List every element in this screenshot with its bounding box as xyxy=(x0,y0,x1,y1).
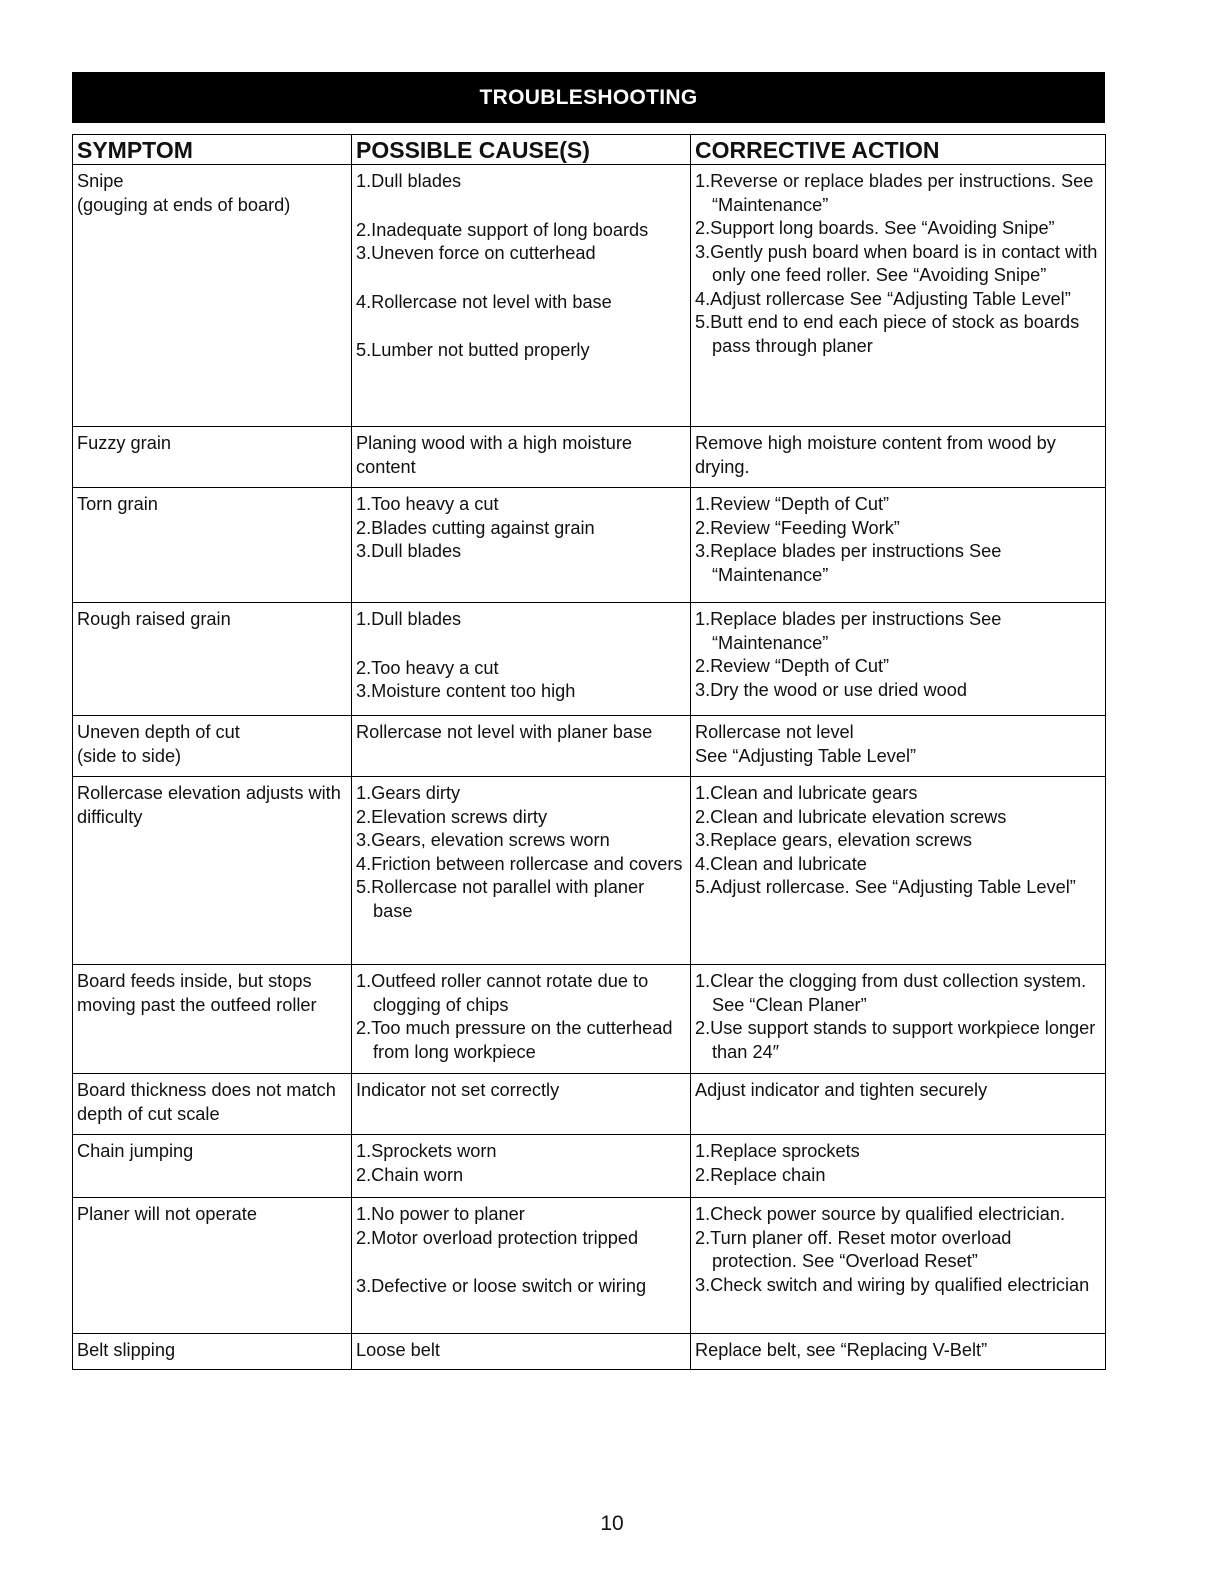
cause-item: 2.Elevation screws dirty xyxy=(356,806,548,827)
action-cell xyxy=(691,1334,1106,1370)
action-item: 1.Review “Depth of Cut” xyxy=(695,494,890,514)
symptom-text: (side to side) xyxy=(77,745,182,766)
action-item: Adjust indicator and tighten securely xyxy=(695,1080,988,1100)
action-item: 3.Gently push board when board is in contact with only one feed roller. See “Avoiding Snipe” xyxy=(695,241,1098,285)
symptom-text: Snipe xyxy=(77,171,124,191)
action-item: Rollercase not level xyxy=(695,722,854,742)
cause-item: 2.Blades cutting against grain xyxy=(356,517,595,538)
action-item: 5.Adjust rollercase. See “Adjusting Table Level” xyxy=(695,877,1076,897)
symptom-cell xyxy=(73,777,352,965)
table-row xyxy=(73,1334,1106,1370)
symptom-cell xyxy=(73,1334,352,1370)
action-cell xyxy=(691,965,1106,1074)
cause-cell xyxy=(352,1334,691,1370)
symptom-cell xyxy=(73,1074,352,1135)
cause-item: Indicator not set correctly xyxy=(356,1080,560,1100)
cause-item: 2.Too much pressure on the cutterhead from long workpiece xyxy=(356,1018,673,1062)
action-item: 5.Butt end to end each piece of stock as boards pass through planer xyxy=(695,312,1080,356)
symptom-text: Fuzzy grain xyxy=(77,433,172,453)
action-item: 2.Review “Depth of Cut” xyxy=(695,656,890,676)
table-row xyxy=(73,716,1106,777)
header-symptom: SYMPTOM xyxy=(73,135,352,165)
action-item: Replace belt, see “Replacing V-Belt” xyxy=(695,1340,988,1360)
action-cell xyxy=(691,488,1106,603)
action-item: 1.Replace sprockets xyxy=(695,1141,860,1161)
cause-cell xyxy=(352,1198,691,1334)
cause-item: Loose belt xyxy=(356,1340,440,1360)
cause-item: 3.Uneven force on cutterhead xyxy=(356,243,596,263)
cause-item: 1.Sprockets worn xyxy=(356,1141,497,1161)
action-item: 3.Dry the wood or use dried wood xyxy=(695,679,967,700)
symptom-cell xyxy=(73,165,352,427)
cause-item: Rollercase not level with planer base xyxy=(356,722,653,742)
troubleshooting-banner: TROUBLESHOOTING xyxy=(72,72,1105,123)
action-item: 3.Replace gears, elevation screws xyxy=(695,830,972,850)
cause-item: Planing wood with a high moisture content xyxy=(356,433,633,477)
action-item: See “Adjusting Table Level” xyxy=(695,745,917,766)
action-cell xyxy=(691,165,1106,427)
symptom-text: (gouging at ends of board) xyxy=(77,194,291,215)
table-row xyxy=(73,965,1106,1074)
table-header-row xyxy=(73,135,1106,165)
cause-item: 1.Dull blades xyxy=(356,609,462,629)
action-cell xyxy=(691,1074,1106,1135)
symptom-text: Planer will not operate xyxy=(77,1204,257,1224)
action-item: 1.Clear the clogging from dust collection system. See “Clean Planer” xyxy=(695,971,1087,1015)
table-row xyxy=(73,165,1106,427)
cause-item: 3.Gears, elevation screws worn xyxy=(356,830,610,850)
cause-item: 2.Too heavy a cut xyxy=(356,657,499,678)
symptom-cell xyxy=(73,1135,352,1198)
action-cell xyxy=(691,427,1106,488)
symptom-cell xyxy=(73,488,352,603)
cause-item: 1.No power to planer xyxy=(356,1204,525,1224)
table-row xyxy=(73,427,1106,488)
action-item: 1.Replace blades per instructions See “Maintenance” xyxy=(695,609,1002,653)
cause-item: 1.Dull blades xyxy=(356,171,462,191)
cause-cell xyxy=(352,427,691,488)
table-row xyxy=(73,777,1106,965)
cause-item: 5.Lumber not butted properly xyxy=(356,340,590,360)
header-possible-causes: POSSIBLE CAUSE(S) xyxy=(352,135,691,165)
symptom-cell xyxy=(73,603,352,716)
symptom-cell xyxy=(73,427,352,488)
cause-item: 5.Rollercase not parallel with planer base xyxy=(356,877,645,921)
cause-item: 2.Chain worn xyxy=(356,1164,464,1185)
action-item: 2.Replace chain xyxy=(695,1164,826,1185)
cause-item: 1.Too heavy a cut xyxy=(356,494,499,514)
symptom-cell xyxy=(73,1198,352,1334)
symptom-cell xyxy=(73,965,352,1074)
header-corrective-action: CORRECTIVE ACTION xyxy=(691,135,1106,165)
action-item: 3.Replace blades per instructions See “Maintenance” xyxy=(695,541,1002,585)
action-item: 2.Clean and lubricate elevation screws xyxy=(695,806,1007,827)
action-item: 3.Check switch and wiring by qualified electrician xyxy=(695,1274,1090,1295)
action-item: 2.Support long boards. See “Avoiding Snipe” xyxy=(695,218,1055,238)
symptom-text: Uneven depth of cut xyxy=(77,722,240,742)
action-cell xyxy=(691,777,1106,965)
action-item: 4.Clean and lubricate xyxy=(695,853,867,874)
table-body xyxy=(73,165,1106,1370)
troubleshooting-table xyxy=(72,134,1106,1370)
cause-item: 4.Rollercase not level with base xyxy=(356,291,612,312)
cause-cell xyxy=(352,603,691,716)
cause-item: 2.Motor overload protection tripped xyxy=(356,1227,639,1248)
action-item: 4.Adjust rollercase See “Adjusting Table Level” xyxy=(695,288,1071,309)
cause-item: 1.Gears dirty xyxy=(356,783,461,803)
action-item: 1.Reverse or replace blades per instructions. See “Maintenance” xyxy=(695,171,1094,215)
cause-cell xyxy=(352,965,691,1074)
table-row xyxy=(73,1074,1106,1135)
page-number: 10 xyxy=(600,1512,624,1535)
symptom-text: Belt slipping xyxy=(77,1340,176,1360)
symptom-text: Torn grain xyxy=(77,494,158,514)
table-row xyxy=(73,603,1106,716)
cause-item: 1.Outfeed roller cannot rotate due to clogging of chips xyxy=(356,971,649,1015)
action-cell xyxy=(691,716,1106,777)
action-item: 2.Use support stands to support workpiece longer than 24″ xyxy=(695,1018,1096,1062)
action-item: 1.Clean and lubricate gears xyxy=(695,783,918,803)
action-cell xyxy=(691,1135,1106,1198)
symptom-text: Rough raised grain xyxy=(77,609,231,629)
cause-cell xyxy=(352,1074,691,1135)
symptom-text: Board thickness does not match depth of cut scale xyxy=(77,1080,336,1124)
cause-cell xyxy=(352,1135,691,1198)
cause-cell xyxy=(352,165,691,427)
action-cell xyxy=(691,1198,1106,1334)
action-cell xyxy=(691,603,1106,716)
cause-item: 3.Defective or loose switch or wiring xyxy=(356,1276,647,1296)
symptom-text: Chain jumping xyxy=(77,1141,194,1161)
cause-item: 4.Friction between rollercase and covers xyxy=(356,853,683,874)
cause-cell xyxy=(352,716,691,777)
cause-item: 2.Inadequate support of long boards xyxy=(356,219,649,240)
action-item: 2.Review “Feeding Work” xyxy=(695,517,900,538)
table-row xyxy=(73,1135,1106,1198)
symptom-cell xyxy=(73,716,352,777)
symptom-text: Rollercase elevation adjusts with difficulty xyxy=(77,783,341,827)
cause-item: 3.Moisture content too high xyxy=(356,681,576,701)
cause-cell xyxy=(352,488,691,603)
action-item: Remove high moisture content from wood by drying. xyxy=(695,433,1056,477)
symptom-text: Board feeds inside, but stops moving past the outfeed roller xyxy=(77,971,317,1015)
cause-cell xyxy=(352,777,691,965)
action-item: 1.Check power source by qualified electrician. xyxy=(695,1204,1066,1224)
action-item: 2.Turn planer off. Reset motor overload protection. See “Overload Reset” xyxy=(695,1227,1012,1271)
cause-item: 3.Dull blades xyxy=(356,541,462,561)
table-row xyxy=(73,1198,1106,1334)
table-row xyxy=(73,488,1106,603)
